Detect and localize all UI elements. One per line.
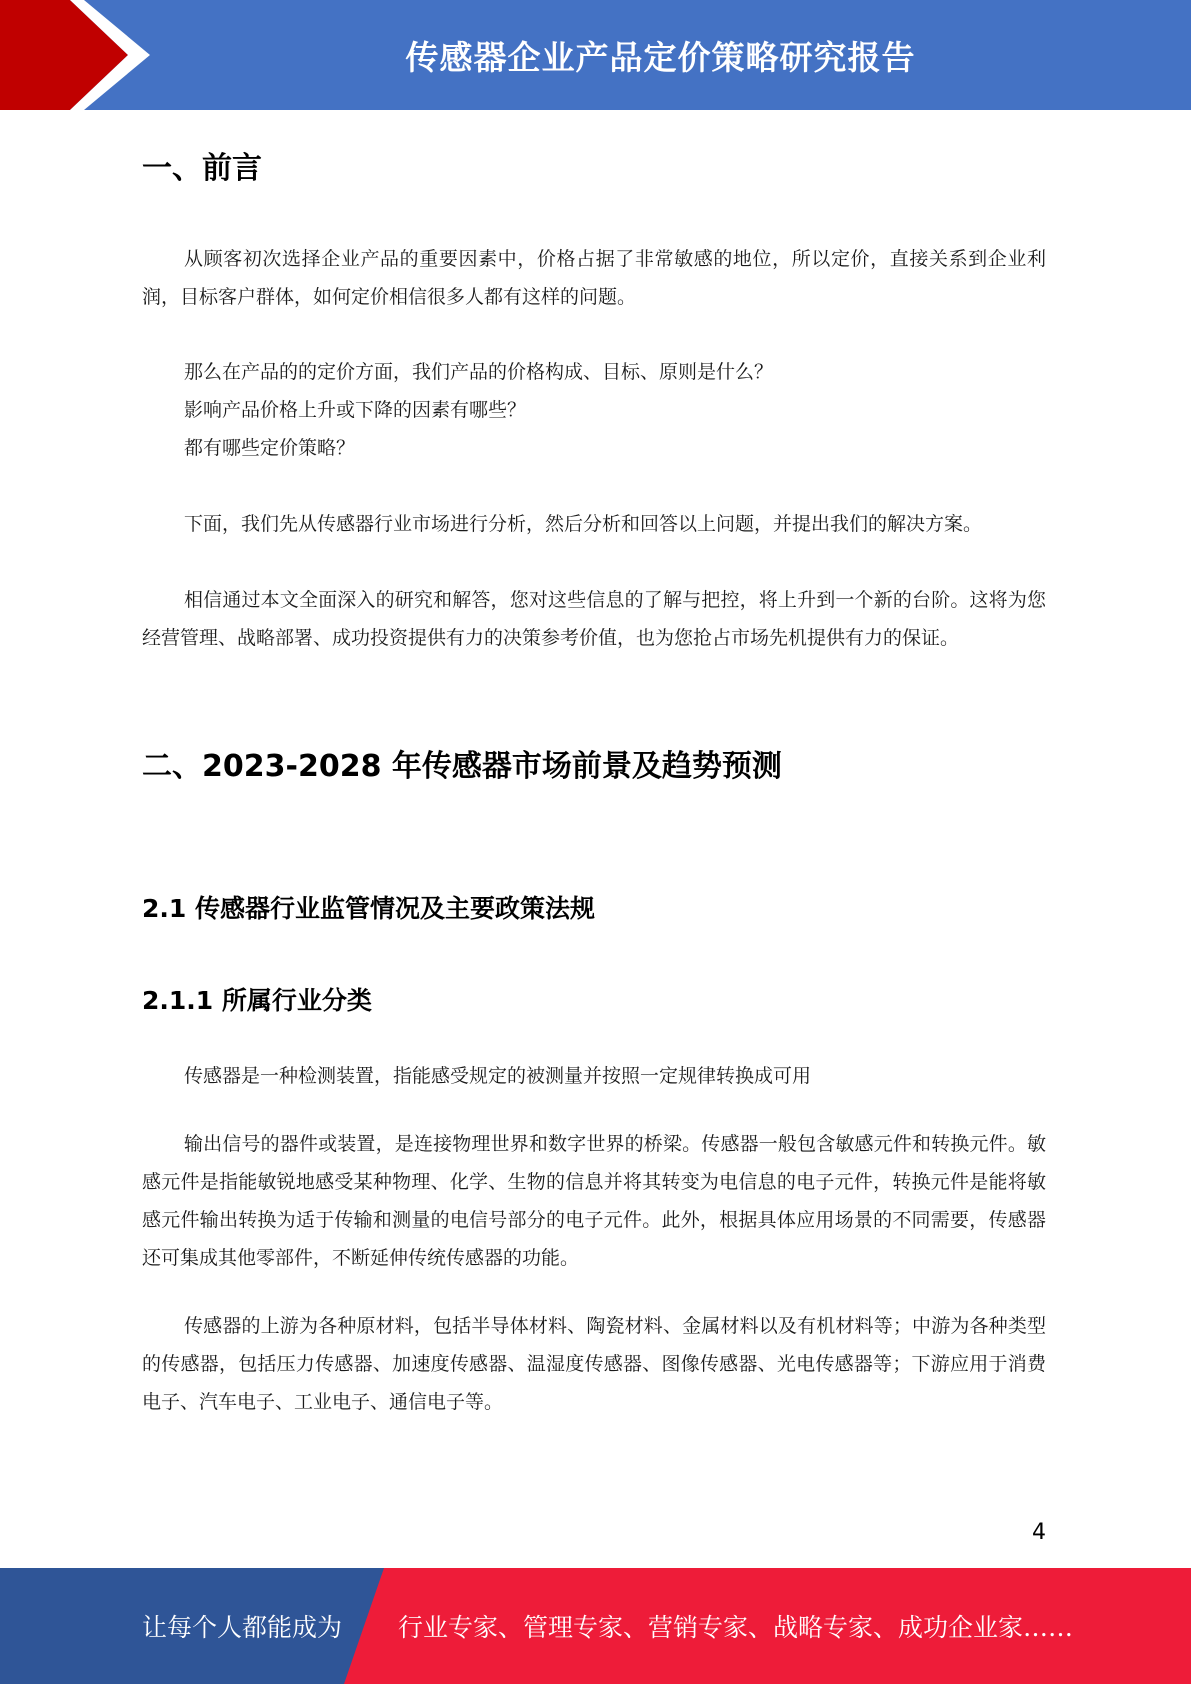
footer-slogan-left: 让每个人都能成为 [142,1613,343,1642]
footer-banner [0,1568,1191,1684]
preface-question-3: 都有哪些定价策略？ [184,437,356,459]
report-title: 传感器企业产品定价策略研究报告 [405,37,916,77]
preface-question-1: 那么在产品的的定价方面，我们产品的价格构成、目标、原则是什么？ [184,361,774,383]
preface-questions [142,353,1046,467]
classification-paragraph-3: 传感器的上游为各种原材料，包括半导体材料、陶瓷材料、金属材料以及有机材料等；中游为各种类型的传感器，包括压力传感器、加速度传感器、温湿度传感器、图像传感器、光电传感器等；下游应用于消费电子、汽车电子、工业电子、通信电子等。 [142,1315,1046,1413]
header-banner [0,0,1191,110]
preface-paragraph-1: 从顾客初次选择企业产品的重要因素中，价格占据了非常敏感的地位，所以定价，直接关系到企业利润，目标客户群体，如何定价相信很多人都有这样的问题。 [142,248,1046,308]
classification-paragraph-1: 传感器是一种检测装置，指能感受规定的被测量并按照一定规律转换成可用 [184,1065,812,1087]
section-heading-forecast: 二、2023-2028 年传感器市场前景及趋势预测 [142,749,782,784]
section-heading-preface: 一、前言 [142,151,262,186]
preface-paragraph-2: 下面，我们先从传感器行业市场进行分析，然后分析和回答以上问题，并提出我们的解决方案。 [184,513,983,535]
subsection-heading-2-1-1: 2.1.1 所属行业分类 [142,986,372,1015]
subsection-heading-2-1: 2.1 传感器行业监管情况及主要政策法规 [142,894,595,923]
footer-slogan-right: 行业专家、管理专家、营销专家、战略专家、成功企业家…… [398,1613,1074,1642]
preface-paragraph-3: 相信通过本文全面深入的研究和解答，您对这些信息的了解与把控，将上升到一个新的台阶。这将为您经营管理、战略部署、成功投资提供有力的决策参考价值，也为您抢占市场先机提供有力的保证。 [142,589,1046,649]
classification-paragraph-2: 输出信号的器件或装置，是连接物理世界和数字世界的桥梁。传感器一般包含敏感元件和转换元件。敏感元件是指能敏锐地感受某种物理、化学、生物的信息并将其转变为电信息的电子元件，转换元件是能将敏感元件输出转换为适于传输和测量的电信号部分的电子元件。此外，根据具体应用场景的不同需要，传感器还可集成其他零部件，不断延伸传统传感器的功能。 [142,1133,1046,1269]
preface-question-2: 影响产品价格上升或下降的因素有哪些？ [184,399,527,421]
page-number: 4 [1032,1520,1046,1545]
page-content [142,110,1046,1421]
